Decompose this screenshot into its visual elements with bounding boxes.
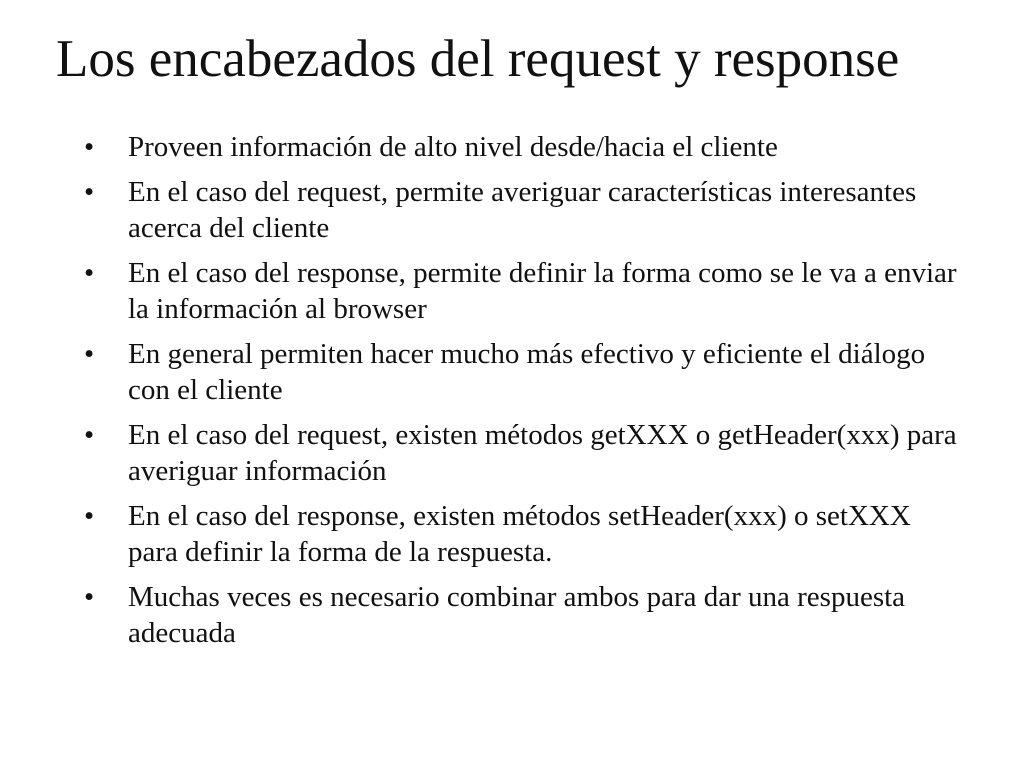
slide-title: Los encabezados del request y response: [56, 30, 900, 88]
bullet-item-2: [82, 174, 962, 246]
bullet-item-1: [82, 129, 962, 165]
bullet-item-7: [82, 579, 962, 651]
bullet-text-5: En el caso del request, existen métodos getXXX o getHeader(xxx) para averiguar información: [128, 419, 957, 487]
bullet-icon: •: [84, 131, 95, 163]
bullet-text-4: En general permiten hacer mucho más efectivo y eficiente el diálogo con el cliente: [128, 338, 926, 406]
bullet-icon: •: [84, 338, 95, 370]
bullet-item-5: [82, 417, 962, 489]
bullet-icon: •: [84, 257, 95, 289]
bullet-text-1: Proveen información de alto nivel desde/hacia el cliente: [128, 131, 778, 163]
bullet-icon: •: [84, 176, 95, 208]
bullet-text-3: En el caso del response, permite definir la forma como se le va a enviar la información al browser: [128, 257, 957, 325]
bullet-text-6: En el caso del response, existen métodos setHeader(xxx) o setXXX para definir la forma de la respuesta.: [128, 500, 911, 568]
bullet-text-2: En el caso del request, permite averiguar características interesantes acerca del cliente: [128, 176, 917, 244]
bullet-icon: •: [84, 419, 95, 451]
bullet-item-4: [82, 336, 962, 408]
bullet-icon: •: [84, 500, 95, 532]
bullet-list: [82, 129, 962, 660]
bullet-item-6: [82, 498, 962, 570]
bullet-icon: •: [84, 581, 95, 613]
bullet-item-3: [82, 255, 962, 327]
bullet-text-7: Muchas veces es necesario combinar ambos para dar una respuesta adecuada: [128, 581, 906, 649]
